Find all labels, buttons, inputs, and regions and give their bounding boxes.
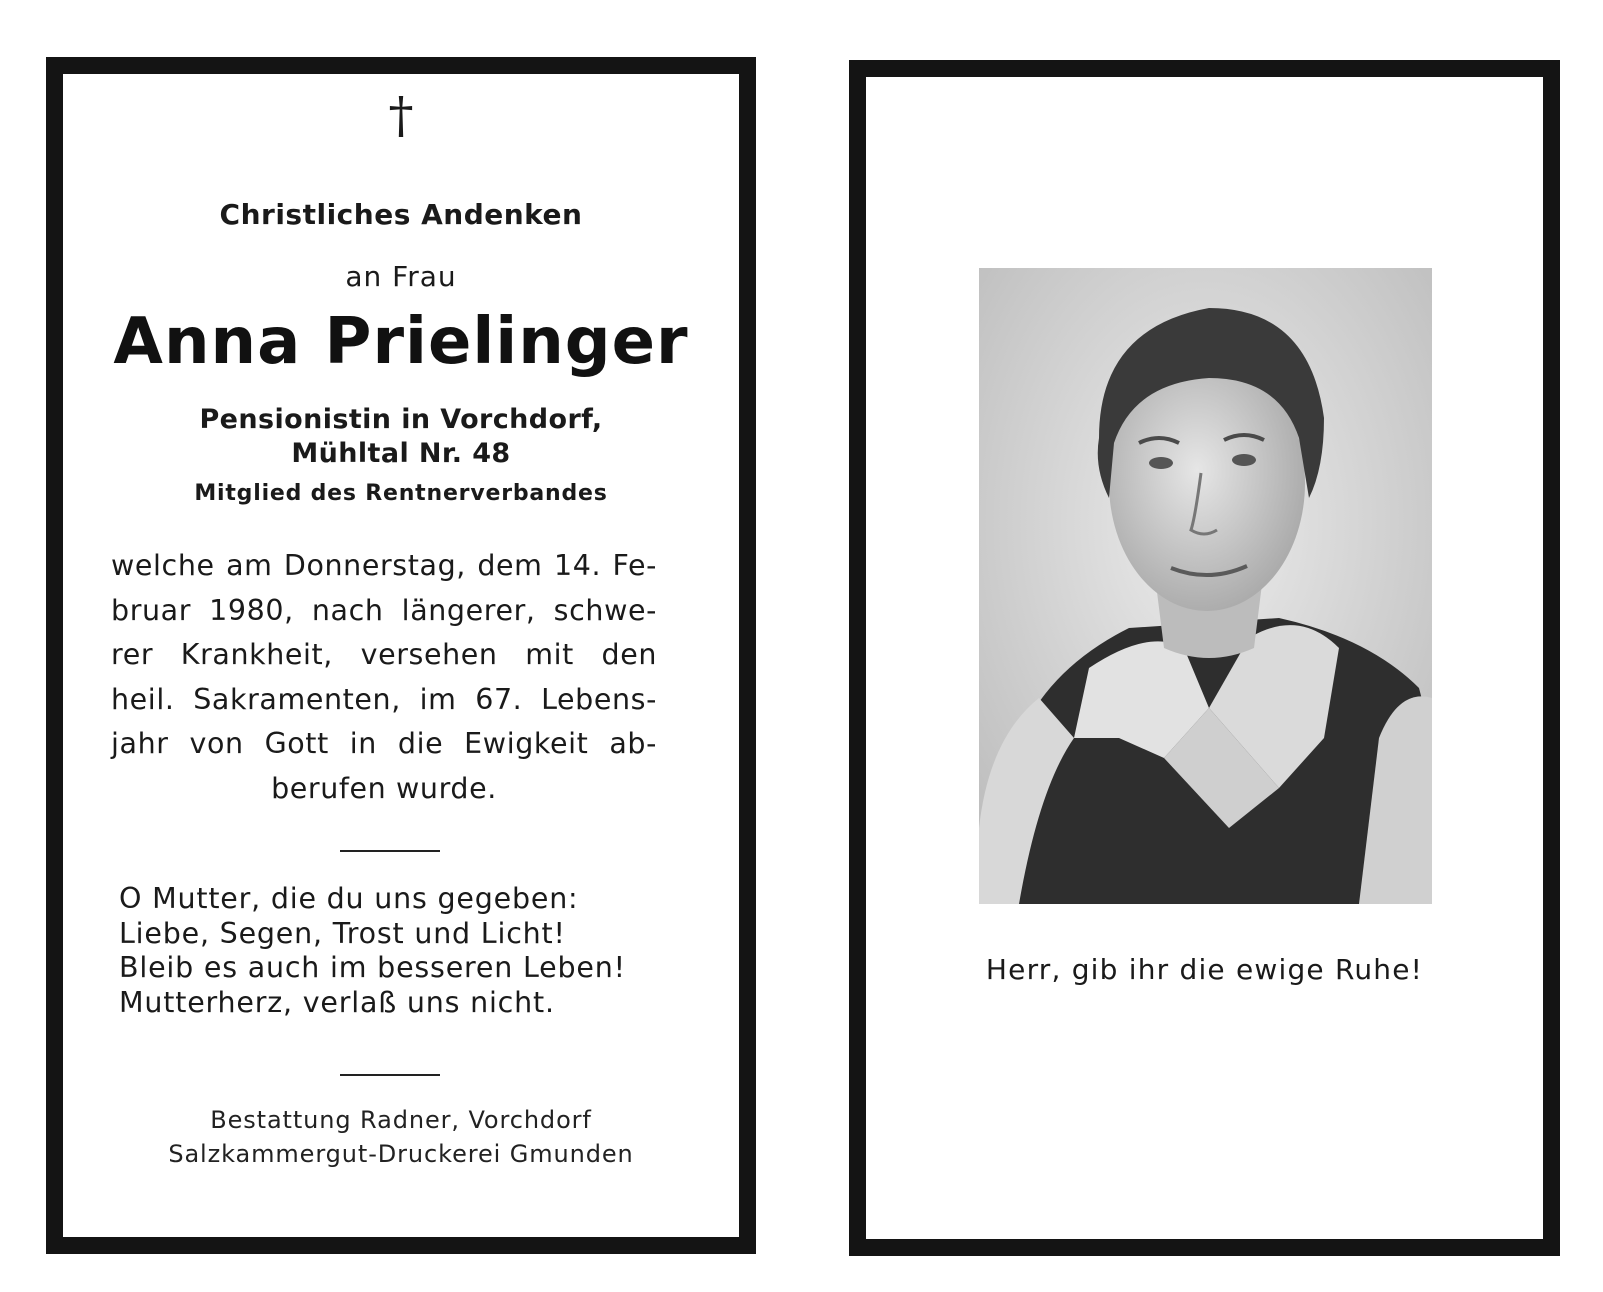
salutation: an Frau bbox=[345, 260, 457, 293]
death-notice-paragraph bbox=[111, 544, 657, 811]
poem bbox=[119, 882, 626, 1020]
paragraph-line: bruar 1980, nach längerer, schwe- bbox=[111, 593, 657, 627]
portrait-photo bbox=[979, 268, 1432, 904]
memorial-card-photo-side bbox=[849, 60, 1560, 1256]
paragraph-line: berufen wurde. bbox=[271, 771, 497, 805]
undertaker-credit: Bestattung Radner, Vorchdorf bbox=[210, 1106, 592, 1134]
card-heading: Christliches Andenken bbox=[219, 198, 583, 231]
occupation-line-2: Mühltal Nr. 48 bbox=[291, 438, 511, 469]
memorial-card-text-side bbox=[46, 57, 756, 1254]
paragraph-line: heil. Sakramenten, im 67. Lebens- bbox=[111, 682, 657, 716]
cross-icon: † bbox=[388, 86, 414, 144]
poem-line: O Mutter, die du uns gegeben: bbox=[119, 882, 579, 915]
poem-line: Bleib es auch im besseren Leben! bbox=[119, 951, 626, 984]
paragraph-line: rer Krankheit, versehen mit den bbox=[111, 638, 657, 671]
paragraph-line: jahr von Gott in die Ewigkeit ab- bbox=[111, 727, 657, 760]
printer-credit: Salzkammergut-Druckerei Gmunden bbox=[168, 1140, 634, 1168]
poem-line: Liebe, Segen, Trost und Licht! bbox=[119, 916, 566, 950]
paragraph-line: welche am Donnerstag, dem 14. Fe- bbox=[111, 549, 657, 582]
divider bbox=[340, 1074, 440, 1076]
membership-line: Mitglied des Rentnerverbandes bbox=[194, 481, 608, 506]
prayer-text: Herr, gib ihr die ewige Ruhe! bbox=[985, 953, 1424, 986]
occupation-line-1: Pensionistin in Vorchdorf, bbox=[199, 404, 603, 435]
divider bbox=[340, 850, 440, 852]
deceased-name: Anna Prielinger bbox=[113, 305, 689, 379]
poem-line: Mutterherz, verlaß uns nicht. bbox=[119, 985, 555, 1019]
portrait-illustration bbox=[979, 268, 1432, 904]
